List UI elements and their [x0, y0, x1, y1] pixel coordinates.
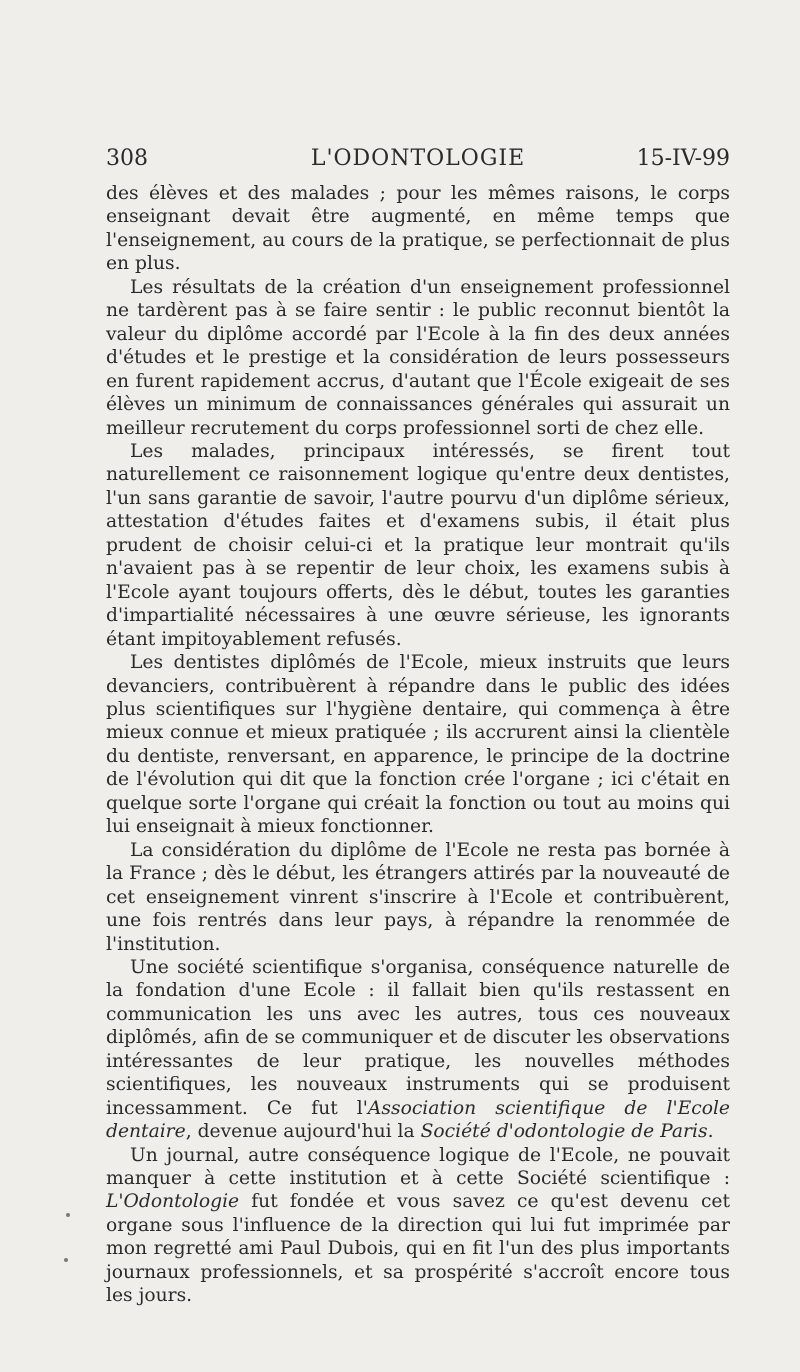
paragraph-6-text-middle: , devenue aujourd'hui la [185, 1121, 421, 1143]
paragraph-6-text-after: . [707, 1121, 714, 1143]
paragraph-4-text: Les dentistes diplômés de l'Ecole, mieux instruits que leurs devanciers, contribuèrent à répandre dans le public des idées plus scientifiques sur l'hygiène dentaire, qui commença à être mieux connue et mieux pratiquée ; ils accrurent ainsi la clientèle du dentiste, renversant, en apparence, le principe de la doctrine de l'évolution qui dit que la fonction crée l'organe ; ici c'était en quelque sorte l'organe qui créait la fonction ou tout au moins qui lui enseignait à mieux fonctionner. [106, 652, 730, 838]
paragraph-3 [106, 440, 730, 651]
paragraph-3-text: Les malades, principaux intéressés, se firent tout naturellement ce raisonnement logique qu'entre deux dentistes, l'un sans garantie de savoir, l'autre pourvu d'un diplôme sérieux, attestation d'études faites et d'examens subis, il était plus prudent de choisir celui-ci et la pratique leur montrait qu'ils n'avaient pas à se repentir de leur choix, les examens subis à l'Ecole ayant toujours offerts, dès le début, toutes les garanties d'impartialité nécessaires à une œuvre sérieuse, les ignorants étant impitoyablement refusés. [106, 440, 730, 650]
paragraph-7 [106, 1144, 730, 1308]
article-body [106, 182, 730, 1308]
paragraph-5 [106, 839, 730, 956]
paragraph-5-text: La considération du diplôme de l'Ecole ne resta pas bornée à la France ; dès le début, les étrangers attirés par la nouveauté de cet enseignement vinrent s'inscrire à l'Ecole et contribuèrent, une fois rentrés dans leur pays, à répandre la renommée de l'institution. [106, 839, 730, 955]
margin-speck [66, 1213, 70, 1217]
paragraph-1 [106, 182, 730, 276]
journal-title: L'ODONTOLOGIE [310, 146, 526, 171]
paragraph-6 [106, 956, 730, 1144]
paragraph-6-text-before: Une société scientifique s'organisa, conséquence naturelle de la fondation d'une Ecole : il fallait bien qu'ils restassent en communication les uns avec les autres, tous ces nouveaux diplômés, afin de se communiquer et de discuter les observations intéressantes de leur pratique, les nouvelles méthodes scientifiques, les nouveaux instruments qui se produisent incessamment. Ce fut l' [106, 956, 730, 1119]
journal-name: L'Odontologie [106, 1191, 240, 1213]
paragraph-4 [106, 651, 730, 839]
association-name: Association scientifique de l'Ecole dentaire [106, 1097, 730, 1143]
paragraph-7-text-after: fut fondée et vous savez ce qu'est devenu cet organe sous l'influence de la direction qui lui fut imprimée par mon regretté ami Paul Dubois, qui en fit l'un des plus importants journaux professionnels, et sa prospérité s'accroît encore tous les jours. [106, 1191, 730, 1307]
paragraph-7-text-before: Un journal, autre conséquence logique de l'Ecole, ne pouvait manquer à cette institution et à cette Société scientifique : [106, 1144, 730, 1190]
paragraph-2 [106, 276, 730, 440]
paragraph-1-text: des élèves et des malades ; pour les mêmes raisons, le corps enseignant devait être augmenté, en même temps que l'enseignement, au cours de la pratique, se perfectionnait de plus en plus. [106, 183, 730, 275]
page-number: 308 [106, 146, 148, 171]
margin-speck [64, 1258, 68, 1262]
running-head [106, 142, 730, 176]
issue-date: 15-IV-99 [636, 146, 730, 171]
society-name: Société d'odontologie de Paris [420, 1121, 708, 1143]
paragraph-2-text: Les résultats de la création d'un enseignement professionnel ne tardèrent pas à se faire sentir : le public reconnut bientôt la valeur du diplôme accordé par l'Ecole à la fin des deux années d'études et le prestige et la considération de leurs possesseurs en furent rapidement accrus, d'autant que l'École exigeait de ses élèves un minimum de connaissances générales qui assurait un meilleur recrutement du corps professionnel sorti de chez elle. [106, 276, 730, 439]
